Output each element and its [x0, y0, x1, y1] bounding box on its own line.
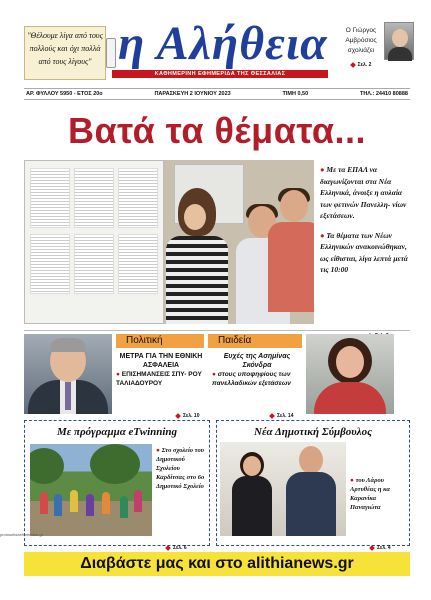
education-title[interactable]: Ευχές της Ασημίνας Σκόνδρα: [223, 353, 291, 369]
council-page-ref: Σελ. 4: [370, 545, 391, 551]
politics-line-text: ΕΠΙΣΗΜΑΝΣΕΙΣ ΣΠΥ- ΡΟΥ ΤΑΛΙΑΔΟΥΡΟΥ: [116, 371, 202, 387]
politics-page-ref: Σελ. 10: [176, 413, 200, 419]
issue-number: ΑΡ. ΦΥΛΛΟΥ 5950 - ΕΤΟΣ 20ο: [26, 91, 103, 97]
divider: [24, 330, 410, 331]
etwinning-text-body: Στο σχολείο του Δημοτικού Σχολείου Καρδίτσας στο 6ο Δημοτικό Σχολείο: [156, 447, 205, 490]
student-girl: [164, 188, 234, 324]
motto-box: "Θέλουμε λίγα από τους πολλούς και όχι πολλά από τους λίγους": [24, 26, 106, 80]
council-title[interactable]: Νέα Δημοτική Σύμβουλος: [254, 426, 372, 438]
section-education[interactable]: Παιδεία: [208, 334, 302, 348]
source-tag: protoselidaefimeridon.gr: [0, 532, 43, 537]
issue-phone: ΤΗΛ.: 24410 80888: [359, 91, 408, 97]
author-page-ref: Σελ. 2: [351, 62, 372, 68]
author-photo: [384, 22, 414, 60]
bookmark-icon: [106, 38, 116, 68]
newspaper-subtitle: ΚΑΘΗΜΕΡΙΝΗ ΕΦΗΜΕΡΙΔΑ ΤΗΣ ΘΕΣΣΑΛΙΑΣ: [154, 71, 286, 77]
politician-photo[interactable]: [24, 334, 112, 414]
education-line-text: στους υποψηφίους των πανελλαδικών εξετάσεων: [212, 371, 291, 387]
etwinning-photo[interactable]: [30, 444, 152, 536]
issue-price: ΤΙΜΗ 0,50: [282, 91, 309, 97]
politics-title[interactable]: ΜΕΤΡΑ ΓΙΑ ΤΗΝ ΕΘΝΙΚΗ ΑΣΦΑΛΕΙΑ: [119, 353, 203, 369]
etwinning-page-ref: Σελ. 6: [166, 545, 187, 551]
newspaper-logo[interactable]: η Αλήθεια: [118, 17, 328, 70]
lead-bullets: ● Με τα ΕΠΑΛ να διαγωνίζονται στα Νέα Ελληνικά, άνοιξε η αυλαία των φετινών Πανελλη- νίων εξετάσεων. ● Τα θέματα των Νέων Ελληνικών ανακοινώθηκαν, ως είθισται, λίγα λεπτά μετά τις 10:00: [320, 165, 408, 274]
education-page-ref: Σελ. 14: [270, 413, 294, 419]
issue-date: ΠΑΡΑΣΚΕΥΗ 2 ΙΟΥΝΙΟΥ 2023: [154, 91, 231, 97]
issue-meta-bar: [24, 88, 410, 100]
student-boy-2: [268, 190, 314, 310]
lead-headline[interactable]: Βατά τα θέματα...: [67, 110, 367, 151]
author-teaser-text: Ο Γιώργος Αμβρόσιος σχολιάζει: [345, 27, 377, 54]
politics-line: ● ΕΠΙΣΗΜΑΝΣΕΙΣ ΣΠΥ- ΡΟΥ ΤΑΛΙΑΔΟΥΡΟΥ: [116, 371, 202, 387]
councilwoman-photo[interactable]: [306, 334, 394, 414]
lead-bullet-1: Με τα ΕΠΑΛ να διαγωνίζονται στα Νέα Ελληνικά, άνοιξε η αυλαία των φετινών Πανελλη- νίων εξετάσεων.: [320, 165, 407, 220]
etwinning-title[interactable]: Με πρόγραμμα eTwinning: [56, 426, 178, 438]
council-text: ● του Λάρου Αρτυθέας η κα Καρανίκα Παναγιώτα: [350, 477, 391, 511]
council-text-body: του Λάρου Αρτυθέας η κα Καρανίκα Παναγιώτα: [350, 477, 391, 511]
author-teaser[interactable]: [338, 26, 384, 86]
lead-bullet-2: Τα θέματα των Νέων Ελληνικών ανακοινώθηκαν, ως είθισται, λίγα λεπτά μετά τις 10:00: [320, 230, 408, 274]
section-politics[interactable]: Πολιτική: [116, 334, 204, 348]
etwinning-text: ● Στο σχολείο του Δημοτικού Σχολείου Καρδίτσας στο 6ο Δημοτικό Σχολείο: [156, 447, 205, 490]
council-photo[interactable]: [220, 442, 346, 536]
lead-photo[interactable]: [24, 160, 314, 324]
website-banner[interactable]: Διαβάστε μας και στο alithianews.gr: [24, 552, 410, 576]
education-line: ● στους υποψηφίους των πανελλαδικών εξετάσεων: [212, 371, 291, 387]
